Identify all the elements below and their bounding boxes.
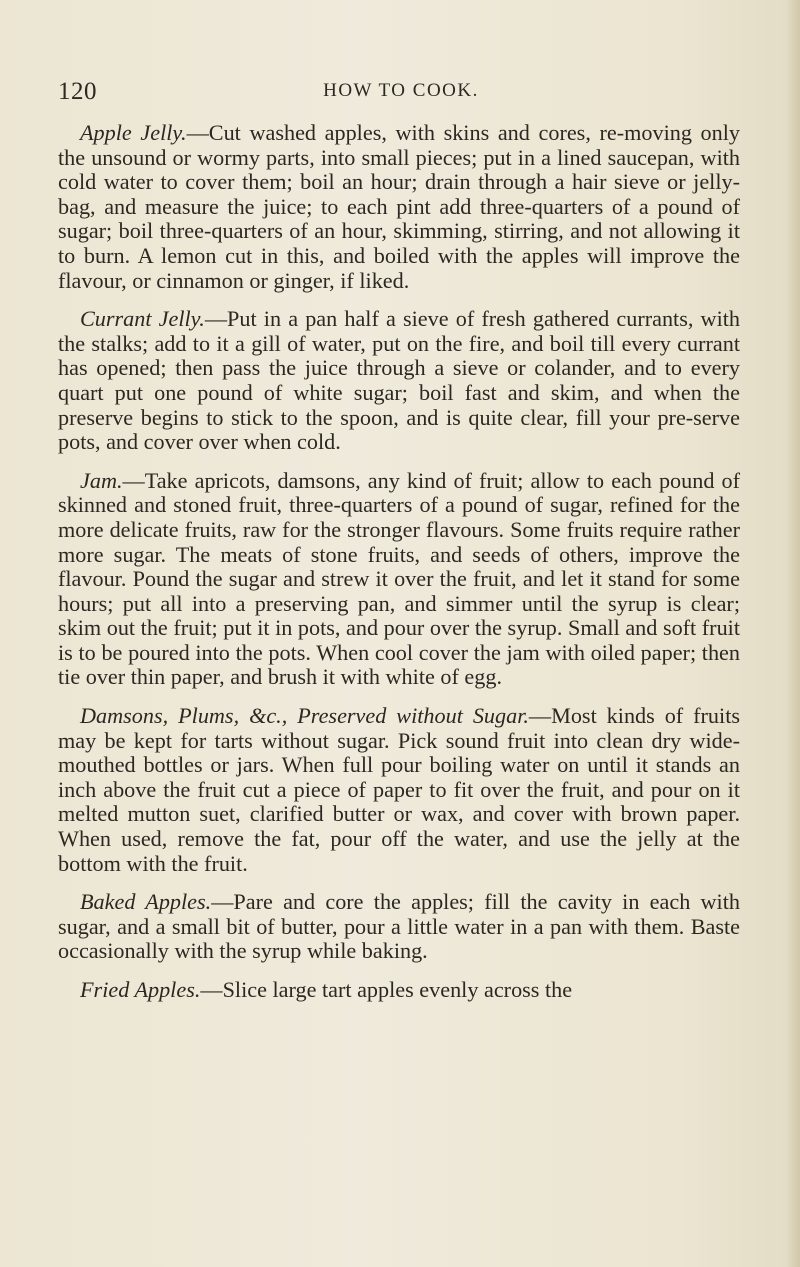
recipe-title: Apple Jelly. (80, 120, 187, 145)
recipe-title: Damsons, Plums, &c., Preserved without Sugar. (80, 703, 529, 729)
page-header (58, 78, 744, 108)
recipe-title: Currant Jelly. (80, 306, 205, 332)
recipe-paragraph-baked-apples (58, 890, 740, 964)
recipe-title: Fried Apples. (80, 977, 201, 1002)
recipe-paragraph-damsons (58, 704, 740, 876)
recipe-text: —Put in a pan half a sieve of fresh gathered currants, with the stalks; add to it a gill of water, put on the fire, and boil till every currant has opened; then pass the juice through a sieve or colander, and to every quart put one pound of white sugar; boil fast and skim, and when the preserve begins to stick to the spoon, and is quite clear, fill your pre-serve pots, and cover over when cold. (58, 306, 740, 455)
recipe-title: Jam. (80, 467, 123, 493)
page-edge-shadow (786, 0, 800, 1267)
recipe-text: —Slice large tart apples evenly across the (200, 977, 573, 1002)
recipe-text: —Most kinds of fruits may be kept for tarts without sugar. Pick sound fruit into clean dry wide-mouthed bottles or jars. When full pour boiling water on until it stands an inch above the fruit cut a piece of paper to fit over the fruit, and pour on it melted mutton suet, clarified butter or wax, and cover with brown paper. When used, remove the fat, pour off the water, and use the jelly at the bottom with the fruit. (58, 703, 740, 876)
running-head: HOW TO COOK. (323, 80, 479, 101)
recipe-paragraph-fried-apples (58, 978, 740, 1003)
recipe-paragraph-jam (58, 469, 740, 690)
recipe-text: —Take apricots, damsons, any kind of fruit; allow to each pound of skinned and stoned fruit, three-quarters of a pound of sugar, refined for the more delicate fruits, raw for the stronger flavours. Some fruits require rather more sugar. The meats of stone fruits, and seeds of others, improve the flavour. Pound the sugar and strew it over the fruit, and let it stand for some hours; put all into a preserving pan, and simmer until the syrup is clear; skim out the fruit; put it in pots, and pour over the syrup. Small and soft fruit is to be poured into the pots. When cool cover the jam with oiled paper; then tie over thin paper, and brush it with white of egg. (58, 467, 740, 690)
recipe-paragraph-apple-jelly (58, 121, 740, 293)
recipe-text: —Cut washed apples, with skins and cores, re-moving only the unsound or wormy parts, into small pieces; put in a lined saucepan, with cold water to cover them; boil an hour; drain through a hair sieve or jelly-bag, and measure the juice; to each pint add three-quarters of a pound of sugar; boil three-quarters of an hour, skimming, stirring, and not allowing it to burn. A lemon cut in this, and boiled with the apples will improve the flavour, or cinnamon or ginger, if liked. (58, 120, 740, 293)
recipe-title: Baked Apples. (80, 889, 212, 915)
recipe-paragraph-currant-jelly (58, 307, 740, 455)
page-body (58, 121, 740, 1017)
recipe-text: —Pare and core the apples; fill the cavity in each with sugar, and a small bit of butter, pour a little water in a pan with them. Baste occasionally with the syrup while baking. (58, 889, 740, 964)
page-number: 120 (58, 78, 97, 105)
